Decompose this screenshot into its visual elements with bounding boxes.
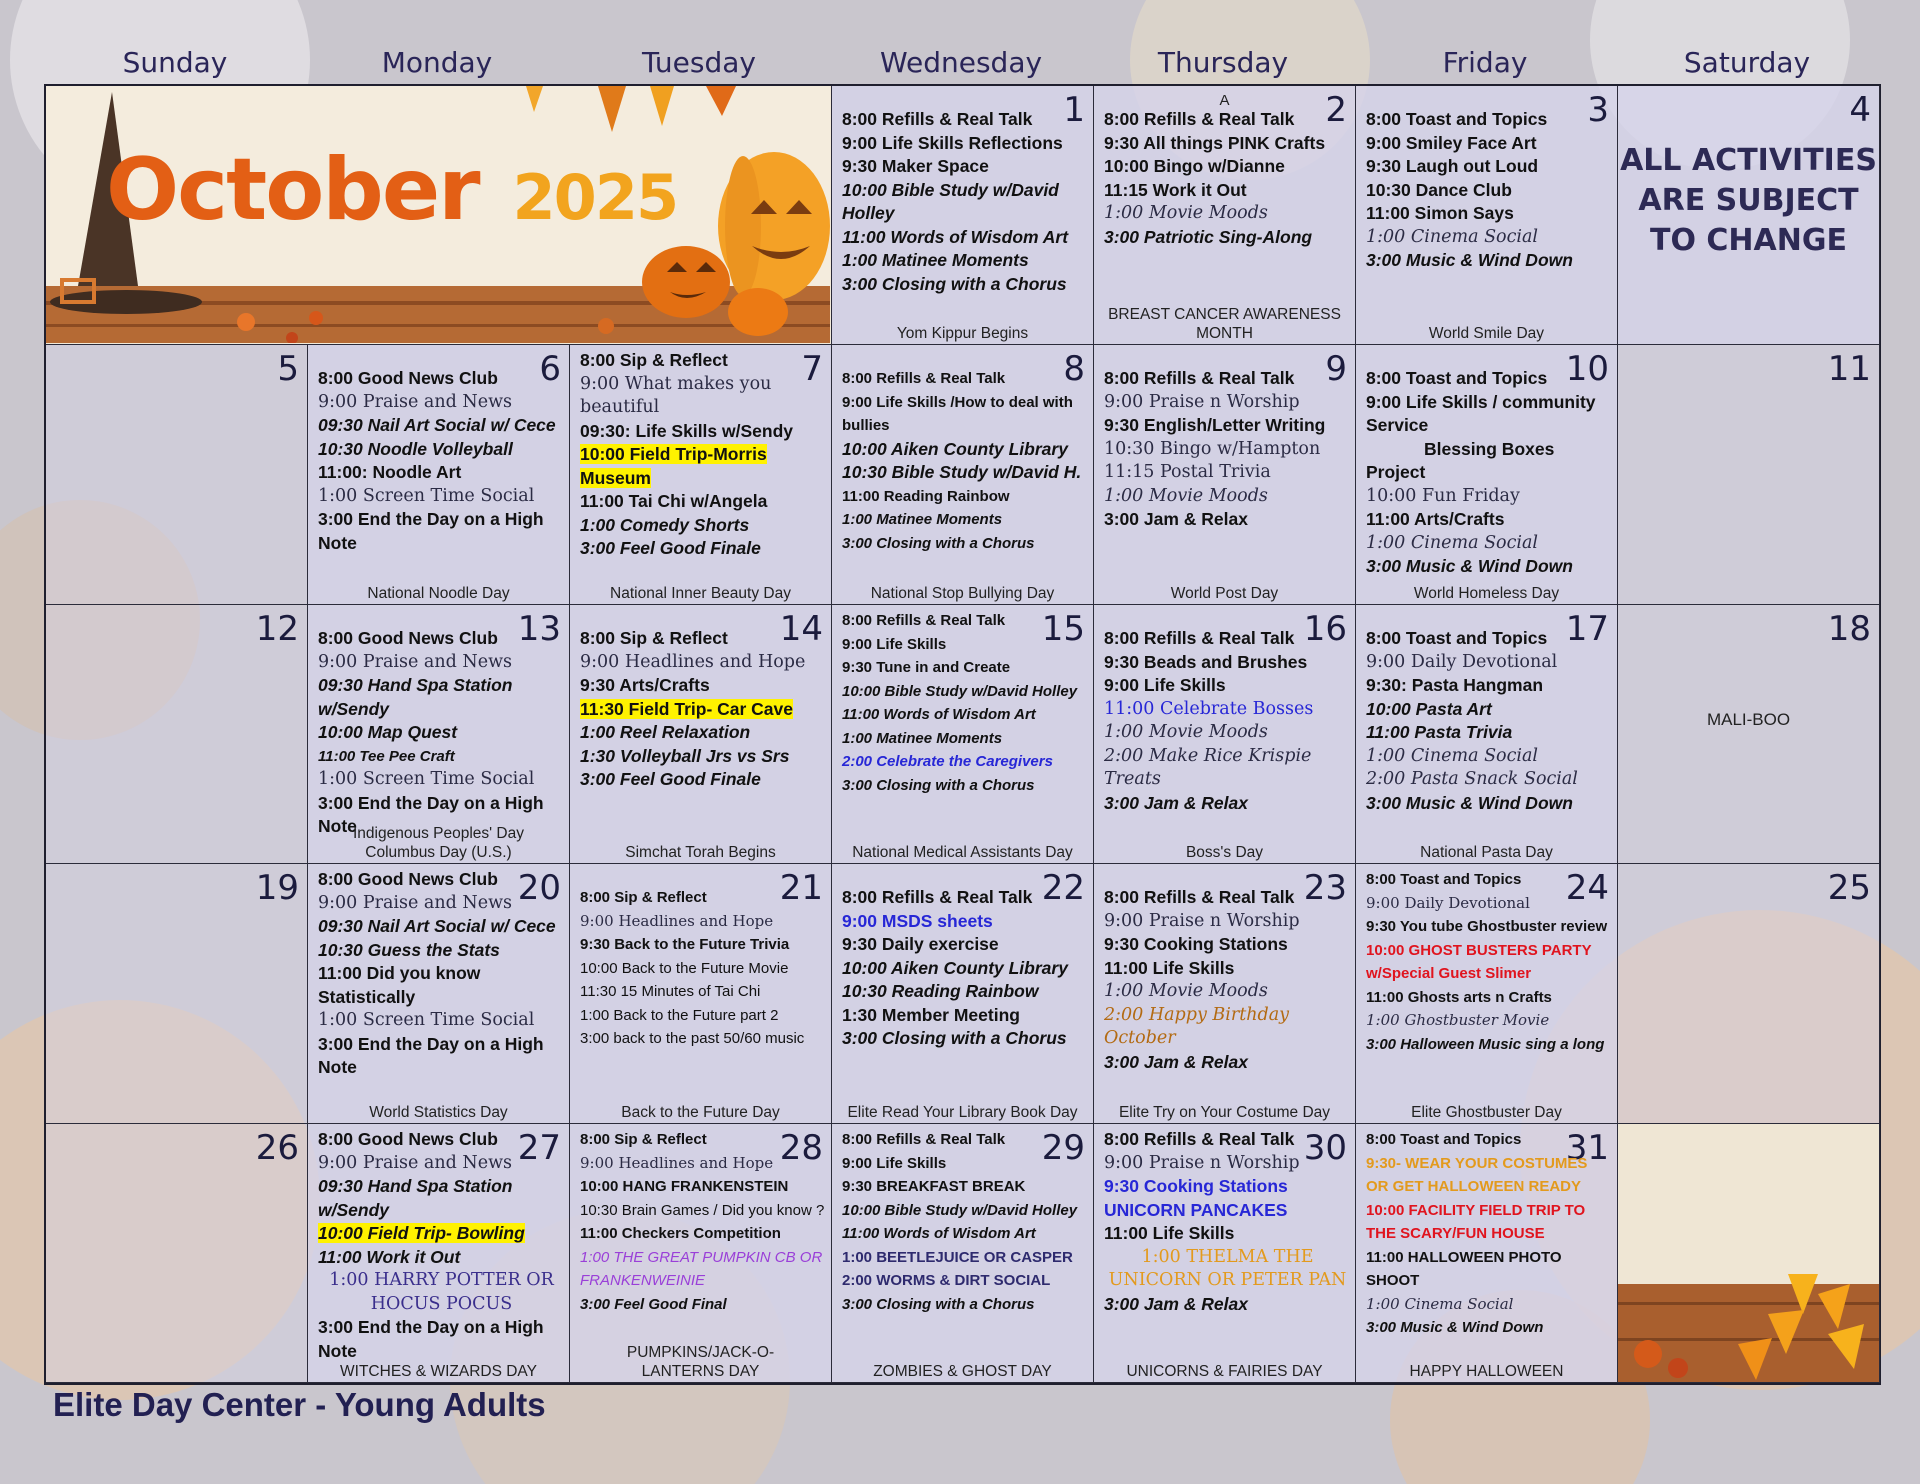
activity-list	[318, 868, 565, 1080]
activity-field-trip: 10:00 Field Trip-Morris Museum	[580, 444, 767, 488]
activity: 8:00 Good News Club	[318, 1129, 498, 1149]
day-number: 15	[1041, 609, 1085, 649]
activity: 10:00 HANG FRANKENSTEIN	[580, 1178, 789, 1195]
activity: 3:00 Feel Good Finale	[580, 769, 761, 789]
activity: 8:00 Sip & Reflect	[580, 628, 728, 648]
activity: 2:00 Celebrate the Caregivers	[842, 753, 1053, 770]
activity: 3:00 Jam & Relax	[1104, 792, 1248, 813]
activity: 10:30 Bingo w/Hampton	[1104, 438, 1321, 459]
activity: 3:00 Feel Good Final	[580, 1295, 727, 1313]
activity: 1:00 Ghostbuster Movie	[1366, 1011, 1550, 1029]
observance: UNICORNS & FAIRIES DAY	[1126, 1363, 1323, 1380]
activity: 1:00 Movie Moods	[1104, 485, 1268, 506]
activity: 9:30 Cooking Stations	[1104, 934, 1288, 954]
day-cell-17[interactable]	[1356, 605, 1618, 864]
activity: 10:00 Bible Study w/David Holley	[842, 179, 1059, 223]
weekday-friday: Friday	[1442, 46, 1528, 79]
activity: 9:30 Arts/Crafts	[580, 675, 710, 695]
activity: 11:15 Postal Trivia	[1104, 462, 1271, 482]
activity: 9:00 Praise n Worship	[1104, 910, 1300, 931]
observance: World Statistics Day	[369, 1104, 508, 1121]
day-cell-18[interactable]	[1618, 605, 1880, 864]
activity: 3:00 Feel Good Finale	[580, 538, 761, 558]
activity: 10:30 Noodle Volleyball	[318, 438, 513, 459]
activity: 2:00 Pasta Snack Social	[1366, 769, 1578, 789]
activity: 8:00 Sip & Reflect	[580, 350, 728, 370]
day-cell-15[interactable]	[832, 605, 1094, 864]
day-cell-20[interactable]	[308, 864, 570, 1124]
day-cell-14[interactable]	[570, 605, 832, 864]
activity: 11:15 Work it Out	[1104, 179, 1247, 200]
activity: 9:00 Smiley Face Art	[1366, 132, 1537, 153]
activity: 11:00 Words of Wisdom Art	[842, 226, 1069, 247]
activity: 9:00 Life Skills / community Service	[1366, 391, 1596, 435]
activity: 1:00 THE GREAT PUMPKIN CB OR FRANKENWEINIE	[580, 1248, 823, 1289]
day-cell-22[interactable]	[832, 864, 1094, 1124]
activity: 8:00 Toast and Topics	[1366, 871, 1522, 888]
activity: 2:00 Happy Birthday October	[1104, 1004, 1290, 1048]
activity: 10:00 Aiken County Library	[842, 438, 1068, 459]
activity: 3:00 End the Day on a High Note	[318, 792, 544, 836]
activity: 1:00 Cinema Social	[1366, 532, 1539, 553]
activity: 9:00 Life Skills Reflections	[842, 132, 1063, 153]
activity-list	[1366, 108, 1613, 273]
year-label: 2025	[512, 161, 678, 234]
activity: 8:00 Sip & Reflect	[580, 889, 707, 906]
activity: 9:30 Cooking Stations	[1104, 1176, 1288, 1196]
activity: 09:30 Hand Spa Station w/Sendy	[318, 1176, 513, 1220]
activity-list	[1366, 367, 1613, 579]
activity: 10:00 Bingo w/Dianne	[1104, 156, 1285, 176]
day-cell-30[interactable]	[1094, 1124, 1356, 1383]
day-cell-4[interactable]	[1618, 86, 1880, 345]
day-cell-26[interactable]	[46, 1124, 308, 1383]
activity: 9:00 Daily Devotional	[1366, 651, 1558, 672]
activity: 11:00 Tee Pee Craft	[318, 747, 455, 765]
day-number: 9	[1325, 349, 1347, 389]
day-cell-28[interactable]	[570, 1124, 832, 1383]
activity: 09:30 Nail Art Social w/ Cece	[318, 916, 556, 936]
activity: 9:30 Back to the Future Trivia	[580, 936, 790, 953]
activity: 9:00 MSDS sheets	[842, 910, 993, 931]
activity: 3:00 End the Day on a High Note	[318, 1033, 544, 1077]
activity: 9:30: Pasta Hangman	[1366, 675, 1544, 695]
activity: 1:00 THELMA THE UNICORN OR PETER PAN	[1108, 1246, 1347, 1290]
activity: 1:00 Matinee Moments	[842, 729, 1003, 747]
weekday-thursday: Thursday	[1157, 46, 1289, 79]
activity: 3:00 Jam & Relax	[1104, 1293, 1248, 1314]
activity: 10:30 Reading Rainbow	[842, 981, 1039, 1001]
activity: 11:00 Did you know Statistically	[318, 963, 481, 1007]
calendar-grid	[44, 84, 1881, 1385]
day-cell-3[interactable]	[1356, 86, 1618, 345]
activity: 9:00 Praise and News	[318, 651, 513, 672]
month-title	[106, 140, 677, 240]
activity-list	[842, 886, 1089, 1051]
observance: National Medical Assistants Day	[852, 844, 1073, 861]
schedule-notice: ALL ACTIVITIES ARE SUBJECT TO CHANGE	[1620, 143, 1877, 258]
day-cell-7[interactable]	[570, 345, 832, 605]
day-number: 19	[255, 868, 299, 908]
day-number: 26	[255, 1128, 299, 1168]
activity: 1:00 Screen Time Social	[318, 769, 535, 789]
activity: 3:00 Jam & Relax	[1104, 509, 1248, 529]
activity: 9:30 Beads and Brushes	[1104, 651, 1308, 672]
activity: 3:00 Music & Wind Down	[1366, 556, 1573, 576]
observance: PUMPKINS/JACK-O-LANTERNS DAY	[626, 1344, 775, 1380]
month-banner	[46, 86, 832, 345]
day-cell-12[interactable]	[46, 605, 308, 864]
activity: 11:00: Noodle Art	[318, 462, 462, 482]
day-number: 18	[1827, 609, 1871, 649]
footer-title: Elite Day Center - Young Adults	[53, 1386, 546, 1423]
day-cell-10[interactable]	[1356, 345, 1618, 605]
activity: 11:00 Tai Chi w/Angela	[580, 491, 768, 511]
activity: 1:00 Back to the Future part 2	[580, 1006, 779, 1024]
activity: 8:00 Refills & Real Talk	[842, 109, 1033, 129]
activity: 10:00 GHOST BUSTERS PARTY w/Special Guest Slimer	[1366, 941, 1592, 982]
activity-list	[1366, 868, 1613, 1056]
event-label: MALI-BOO	[1706, 710, 1791, 729]
day-number: 30	[1303, 1128, 1347, 1168]
activity: 9:30 Maker Space	[842, 156, 989, 176]
day-number: 11	[1827, 349, 1871, 389]
activity-list	[580, 1128, 827, 1316]
weekday-saturday: Saturday	[1683, 46, 1811, 79]
day-number: 22	[1041, 868, 1085, 908]
day-number: 6	[539, 349, 561, 389]
activity: 11:00 Work it Out	[318, 1246, 461, 1267]
day-number: 21	[779, 868, 823, 908]
activity: 8:00 Toast and Topics	[1366, 1131, 1522, 1148]
day-number: 16	[1303, 609, 1347, 649]
day-cell-13[interactable]	[308, 605, 570, 864]
activity: 10:30 Dance Club	[1366, 179, 1512, 200]
activity: 1:00 Movie Moods	[1104, 981, 1268, 1001]
activity-list	[580, 349, 827, 561]
activity: 9:00 Headlines and Hope	[580, 911, 774, 930]
day-cell-27[interactable]	[308, 1124, 570, 1383]
activity: 9:00 Headlines and Hope	[580, 651, 806, 672]
activity: 10:00 Fun Friday	[1366, 485, 1520, 506]
activity: 1:00 Matinee Moments	[842, 250, 1029, 270]
observance: Indigenous Peoples' Day Columbus Day (U.S.)	[353, 825, 524, 861]
activity: 3:00 Closing with a Chorus	[842, 1295, 1035, 1313]
day-cell-9[interactable]	[1094, 345, 1356, 605]
day-number: 23	[1303, 868, 1347, 908]
observance: Yom Kippur Begins	[896, 325, 1029, 342]
activity: 9:30 Laugh out Loud	[1366, 156, 1539, 176]
observance: Boss's Day	[1185, 844, 1264, 861]
activity: 3:00 back to the past 50/60 music	[580, 1030, 805, 1047]
activity: 11:00 Simon Says	[1366, 203, 1514, 223]
activity-list	[1104, 367, 1351, 532]
activity: 10:30 Guess the Stats	[318, 939, 500, 960]
activity: 8:00 Refills & Real Talk	[1104, 109, 1295, 129]
activity: 9:00 Praise n Worship	[1104, 391, 1300, 412]
activity-list	[318, 627, 565, 839]
activity: 1:00 HARRY POTTER OR HOCUS POCUS	[329, 1270, 554, 1314]
activity: 3:00 Music & Wind Down	[1366, 792, 1573, 813]
activity: 3:00 Closing with a Chorus	[842, 1028, 1067, 1048]
observance: Elite Try on Your Costume Day	[1118, 1104, 1331, 1121]
activity: 09:30: Life Skills w/Sendy	[580, 420, 793, 441]
activity: 1:00 Cinema Social	[1366, 745, 1539, 766]
activity: UNICORN PANCAKES	[1104, 1199, 1288, 1220]
activity: 1:00 Movie Moods	[1104, 722, 1268, 742]
activity: 09:30 Nail Art Social w/ Cece	[318, 415, 556, 435]
day-number: 28	[779, 1128, 823, 1168]
activity: 9:30 BREAKFAST BREAK	[842, 1178, 1026, 1195]
day-number: 8	[1063, 349, 1085, 389]
day-cell-6[interactable]	[308, 345, 570, 605]
activity: 09:30 Hand Spa Station w/Sendy	[318, 675, 513, 719]
day-cell-16[interactable]	[1094, 605, 1356, 864]
activity: 1:00 Movie Moods	[1104, 203, 1268, 223]
activity: 3:00 Jam & Relax	[1104, 1051, 1248, 1072]
activity: 11:00 Words of Wisdom Art	[842, 1225, 1036, 1242]
activity: 3:00 End the Day on a High Note	[318, 1317, 544, 1361]
day-cell-31[interactable]	[1356, 1124, 1618, 1383]
activity: 10:00 Bible Study w/David Holley	[842, 682, 1078, 700]
activity: 1:00 Screen Time Social	[318, 1010, 535, 1030]
observance: National Pasta Day	[1420, 844, 1553, 861]
activity: 3:00 Closing with a Chorus	[842, 534, 1035, 552]
activity-list	[580, 886, 827, 1051]
day-number: 10	[1565, 349, 1609, 389]
candy-corn-decoration	[1618, 1124, 1880, 1383]
activity-list	[318, 367, 565, 555]
activity: 10:30 Bible Study w/David H.	[842, 462, 1082, 482]
activity: 10:30 Brain Games / Did you know ?	[580, 1201, 825, 1219]
activity: 11:00 Ghosts arts n Crafts	[1366, 988, 1552, 1006]
day-number: 24	[1565, 868, 1609, 908]
activity: 1:00 Matinee Moments	[842, 511, 1003, 528]
activity: 8:00 Refills & Real Talk	[842, 370, 1006, 387]
day-cell-2[interactable]	[1094, 86, 1356, 345]
activity: 3:00 Halloween Music sing a long	[1366, 1035, 1605, 1053]
activity: 11:00 Arts/Crafts	[1366, 509, 1505, 529]
day-number: 29	[1041, 1128, 1085, 1168]
observance: Elite Ghostbuster Day	[1411, 1104, 1562, 1121]
activity: 8:00 Refills & Real Talk	[842, 887, 1033, 907]
activity: 9:00 Praise and News	[318, 391, 513, 412]
activity: 9:30 You tube Ghostbuster review	[1366, 918, 1608, 935]
activity-list	[842, 367, 1089, 555]
activity-list	[1104, 886, 1351, 1074]
candy-corn-illustration	[1618, 1124, 1880, 1383]
observance: World Homeless Day	[1413, 585, 1560, 602]
day-cell-8[interactable]	[832, 345, 1094, 605]
activity: 8:00 Good News Club	[318, 368, 498, 388]
activity: 10:00 Pasta Art	[1366, 698, 1492, 719]
activity: 9:30 Daily exercise	[842, 934, 999, 954]
activity: 1:00 Cinema Social	[1366, 1294, 1514, 1313]
month-name: October	[106, 140, 479, 240]
activity: 10:00 Bible Study w/David Holley	[842, 1201, 1078, 1219]
activity: 1:00 Comedy Shorts	[580, 514, 750, 535]
observance: National Stop Bullying Day	[870, 585, 1055, 602]
day-number: 13	[517, 609, 561, 649]
observance: National Noodle Day	[367, 585, 510, 602]
day-number: 1	[1063, 90, 1085, 130]
day-cell-11[interactable]	[1618, 345, 1880, 605]
day-cell-5[interactable]	[46, 345, 308, 605]
day-number: 31	[1565, 1128, 1609, 1168]
observance: Elite Read Your Library Book Day	[847, 1104, 1078, 1121]
activity: 11:00 Celebrate Bosses	[1104, 698, 1314, 719]
activity: 11:30 15 Minutes of Tai Chi	[580, 983, 761, 1000]
day-number: 27	[517, 1128, 561, 1168]
day-number: 2	[1325, 90, 1347, 130]
activity: 9:00 What makes you beautiful	[580, 373, 772, 417]
activity-list	[318, 1128, 565, 1363]
activity: 9:00 Daily Devotional	[1366, 893, 1530, 912]
day-cell-23[interactable]	[1094, 864, 1356, 1124]
activity: 3:00 Music & Wind Down	[1366, 1319, 1544, 1336]
activity: 10:00 FACILITY FIELD TRIP TO THE SCARY/FUN HOUSE	[1366, 1201, 1586, 1242]
activity: 11:00 HALLOWEEN PHOTO SHOOT	[1366, 1248, 1562, 1289]
activity: 3:00 Music & Wind Down	[1366, 250, 1573, 270]
activity: 1:30 Volleyball Jrs vs Srs	[580, 745, 790, 766]
activity: 8:00 Refills & Real Talk	[1104, 628, 1295, 648]
day-number: 20	[517, 868, 561, 908]
day-number: 14	[779, 609, 823, 649]
activity: 8:00 Refills & Real Talk	[842, 612, 1006, 629]
activity-list	[1366, 627, 1613, 815]
activity: 11:00 Words of Wisdom Art	[842, 706, 1036, 723]
observance: Simchat Torah Begins	[625, 844, 776, 861]
observance: WITCHES & WIZARDS DAY	[340, 1363, 537, 1380]
weekday-sunday: Sunday	[122, 46, 228, 79]
activity: Project	[1366, 462, 1426, 482]
activity-list	[1104, 108, 1351, 249]
observance: World Smile Day	[1428, 325, 1545, 342]
activity: 8:00 Good News Club	[318, 869, 498, 889]
activity-list	[842, 1128, 1089, 1316]
activity: 9:00 Praise n Worship	[1104, 1152, 1300, 1173]
activity-list	[842, 609, 1089, 797]
day-number: 3	[1587, 90, 1609, 130]
activity: 10:00 Map Quest	[318, 722, 458, 742]
activity: 3:00 Closing with a Chorus	[842, 776, 1035, 794]
day-number: 25	[1827, 868, 1871, 908]
activity-list	[842, 108, 1089, 296]
weekday-tuesday: Tuesday	[642, 46, 756, 79]
activity: 8:00 Refills & Real Talk	[1104, 887, 1295, 907]
activity: 9:00 Life Skills	[842, 635, 947, 653]
activity: 11:00 Pasta Trivia	[1366, 722, 1513, 742]
day-cell-29[interactable]	[832, 1124, 1094, 1383]
activity: 11:00 Life Skills	[1104, 1223, 1235, 1243]
observance: National Inner Beauty Day	[610, 585, 791, 602]
activity: 2:00 Make Rice Krispie Treats	[1104, 745, 1312, 789]
activity: 9:30 All things PINK Crafts	[1104, 132, 1326, 153]
activity: 11:00 Reading Rainbow	[842, 487, 1010, 505]
day-cell-24[interactable]	[1356, 864, 1618, 1124]
activity: 8:00 Sip & Reflect	[580, 1131, 707, 1148]
activity: 9:30 English/Letter Writing	[1104, 415, 1326, 435]
activity: 10:00 Aiken County Library	[842, 957, 1068, 978]
activity: 8:00 Refills & Real Talk	[842, 1131, 1006, 1148]
observance: BREAST CANCER AWARENESS MONTH	[1108, 306, 1341, 342]
activity: 9:00 Life Skills	[1104, 675, 1226, 695]
observance: ZOMBIES & GHOST DAY	[873, 1363, 1052, 1380]
activity: 1:30 Member Meeting	[842, 1004, 1020, 1025]
activity: 3:00 End the Day on a High Note	[318, 509, 544, 553]
activity: 9:30- WEAR YOUR COSTUMES OR GET HALLOWEEN READY	[1366, 1154, 1588, 1195]
weekday-monday: Monday	[381, 46, 493, 79]
activity: 1:00 Reel Relaxation	[580, 722, 751, 742]
day-cell-19[interactable]	[46, 864, 308, 1124]
activity: 3:00 Closing with a Chorus	[842, 273, 1067, 294]
activity-list	[1366, 1128, 1613, 1340]
activity: 1:00 Cinema Social	[1366, 226, 1539, 247]
observance: HAPPY HALLOWEEN	[1409, 1363, 1564, 1380]
activity: 1:00 Screen Time Social	[318, 485, 535, 506]
activity: 8:00 Toast and Topics	[1366, 368, 1548, 388]
activity-list	[1104, 1128, 1351, 1316]
activity: 9:00 Headlines and Hope	[580, 1153, 774, 1172]
observance: Back to the Future Day	[621, 1104, 780, 1121]
activity: 2:00 WORMS & DIRT SOCIAL	[842, 1272, 1051, 1289]
activity-list	[1104, 627, 1351, 815]
day-cell-1[interactable]	[832, 86, 1094, 345]
activity: 8:00 Toast and Topics	[1366, 109, 1548, 129]
activity: 3:00 Patriotic Sing-Along	[1104, 226, 1313, 247]
day-number: 7	[801, 349, 823, 389]
top-note: A	[1219, 92, 1230, 109]
activity: 10:00 Back to the Future Movie	[580, 959, 789, 977]
activity: 9:00 Life Skills /How to deal with bullies	[842, 393, 1073, 434]
activity: 8:00 Refills & Real Talk	[1104, 1129, 1295, 1149]
activity: 9:00 Life Skills	[842, 1154, 947, 1172]
day-number: 17	[1565, 609, 1609, 649]
day-cell-21[interactable]	[570, 864, 832, 1124]
activity: 8:00 Good News Club	[318, 628, 498, 648]
day-number: 4	[1849, 90, 1871, 130]
activity: 8:00 Toast and Topics	[1366, 628, 1548, 648]
activity: 11:00 Checkers Competition	[580, 1225, 781, 1242]
activity: 8:00 Refills & Real Talk	[1104, 368, 1295, 388]
activity-field-trip: 10:00 Field Trip- Bowling	[318, 1223, 525, 1243]
activity: 9:00 Praise and News	[318, 1152, 513, 1173]
observance: World Post Day	[1170, 585, 1279, 602]
day-cell-25[interactable]	[1618, 864, 1880, 1124]
activity-field-trip: 11:30 Field Trip- Car Cave	[580, 698, 794, 719]
activity: 1:00 BEETLEJUICE OR CASPER	[842, 1248, 1073, 1266]
activity: 11:00 Life Skills	[1104, 957, 1235, 978]
day-number: 12	[255, 609, 299, 649]
activity: 9:30 Tune in and Create	[842, 659, 1011, 676]
activity: Blessing Boxes	[1424, 438, 1555, 459]
activity-list	[580, 627, 827, 792]
day-number: 5	[277, 349, 299, 389]
weekday-wednesday: Wednesday	[879, 46, 1043, 79]
activity: 9:00 Praise and News	[318, 892, 513, 913]
